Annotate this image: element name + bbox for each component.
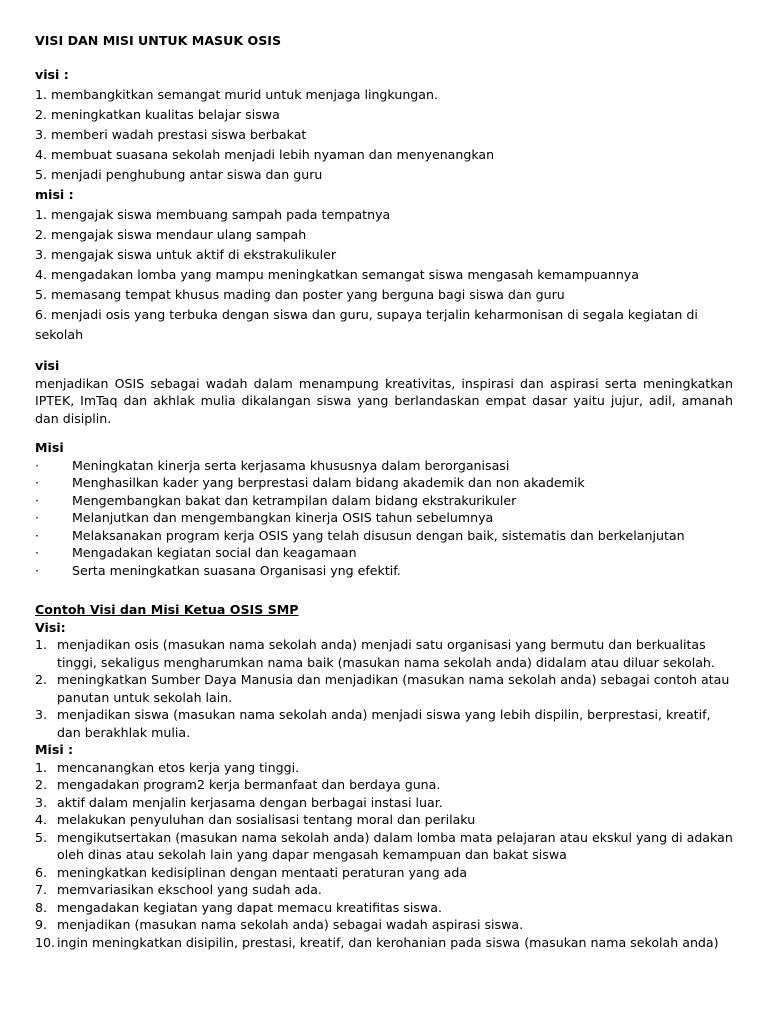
misi-label-3: Misi :: [35, 742, 74, 757]
misi-item: 4. mengadakan lomba yang mampu meningkatkan semangat siswa mengasah kemampuannya: [35, 267, 639, 282]
item-number: 10.: [35, 934, 56, 950]
item-number: 1.: [35, 759, 48, 775]
item-number: 2.: [35, 777, 48, 792]
misi-item: 2. mengajak siswa mendaur ulang sampah: [35, 227, 307, 242]
document-title: VISI DAN MISI UNTUK MASUK OSIS: [35, 33, 282, 48]
misi-bullet-list: [35, 457, 733, 580]
misi-label: misi :: [35, 187, 74, 202]
visi-label-3: Visi:: [35, 619, 66, 635]
misi-item: 5. memasang tempat khusus mading dan poster yang berguna bagi siswa dan guru: [35, 287, 565, 302]
visi-item: 4. membuat suasana sekolah menjadi lebih nyaman dan menyenangkan: [35, 147, 495, 162]
bullet-marker: ·: [35, 527, 40, 543]
list-item: 5. mengikutsertakan (masukan nama sekolah anda) dalam lomba mata pelajaran atau ekskul yang di adakan oleh dinas atau sekolah lain yang dapar mengasah kemampuan dan bakat siswa: [35, 829, 733, 862]
misi-label-2: Misi: [35, 440, 64, 455]
visi-label-2: visi: [35, 358, 60, 373]
list-item: 3. aktif dalam menjalin kerjasama dengan berbagai instasi luar.: [35, 794, 443, 810]
list-item: · Melanjutkan dan mengembangkan kinerja OSIS tahun sebelumnya: [35, 510, 494, 525]
item-number: 1.: [35, 637, 48, 652]
bullet-marker: ·: [35, 545, 40, 560]
misi-numbered-list: [35, 759, 733, 952]
list-item: 4. melakukan penyuluhan dan sosialisasi tentang moral dan perilaku: [35, 812, 476, 827]
misi-item: 6. menjadi osis yang terbuka dengan siswa dan guru, supaya terjalin keharmonisan di segala kegiatan di sekolah: [35, 307, 698, 342]
list-item: 1. menjadikan osis (masukan nama sekolah anda) menjadi satu organisasi yang bermutu dan berkualitas tinggi, sekaligus mengharumkan nama baik (masukan nama sekolah anda) didalam atau diluar sekolah.: [35, 637, 715, 670]
list-item: · Menghasilkan kader yang berprestasi dalam bidang akademik dan non akademik: [35, 475, 585, 490]
list-item: 2. meningkatkan Sumber Daya Manusia dan menjadikan (masukan nama sekolah anda) sebagai contoh atau panutan untuk sekolah lain.: [35, 672, 730, 705]
visi-numbered-list: [35, 636, 733, 741]
section-visi-misi-1: [35, 65, 733, 345]
list-item: 9. menjadikan (masukan nama sekolah anda) sebagai wadah aspirasi siswa.: [35, 917, 524, 932]
bullet-marker: ·: [35, 510, 40, 525]
contoh-heading: Contoh Visi dan Misi Ketua OSIS SMP: [35, 602, 299, 617]
item-number: 3.: [35, 707, 48, 722]
item-number: 7.: [35, 882, 48, 897]
visi-item: 2. meningkatkan kualitas belajar siswa: [35, 107, 280, 122]
item-number: 3.: [35, 794, 48, 810]
list-item: · Meningkatan kinerja serta kerjasama khususnya dalam berorganisasi: [35, 457, 510, 473]
item-number: 5.: [35, 829, 48, 845]
bullet-marker: ·: [35, 475, 40, 490]
list-item: 2. mengadakan program2 kerja bermanfaat dan berdaya guna.: [35, 777, 441, 792]
bullet-marker: ·: [35, 492, 40, 508]
item-number: 4.: [35, 812, 48, 827]
visi-item: 1. membangkitkan semangat murid untuk menjaga lingkungan.: [35, 87, 438, 102]
list-item: 8. mengadakan kegiatan yang dapat memacu kreatifitas siswa.: [35, 899, 442, 915]
document-page: [35, 31, 733, 951]
bullet-marker: ·: [35, 562, 40, 578]
list-item: · Melaksanakan program kerja OSIS yang telah disusun dengan baik, sistematis dan berkelanjutan: [35, 527, 685, 543]
list-item: · Mengadakan kegiatan social dan keagamaan: [35, 545, 357, 560]
visi-paragraph: menjadikan OSIS sebagai wadah dalam menampung kreativitas, inspirasi dan aspirasi serta meningkatkan IPTEK, ImTaq dan akhlak mulia dikalangan siswa yang berlandaskan empat dasar yaitu jujur, adil, amanah dan disiplin.: [35, 375, 733, 426]
visi-label: visi :: [35, 67, 69, 82]
list-item: 3. menjadikan siswa (masukan nama sekolah anda) menjadi siswa yang lebih dispilin, berprestasi, kreatif, dan berakhlak mulia.: [35, 707, 711, 740]
list-item: · Serta meningkatkan suasana Organisasi yng efektif.: [35, 562, 401, 578]
visi-item: 5. menjadi penghubung antar siswa dan guru: [35, 167, 323, 182]
list-item: 6. meningkatkan kedisiplinan dengan mentaati peraturan yang ada: [35, 864, 468, 880]
item-number: 8.: [35, 899, 48, 915]
list-item: 1. mencanangkan etos kerja yang tinggi.: [35, 759, 300, 775]
list-item: 7. memvariasikan ekschool yang sudah ada.: [35, 882, 322, 897]
section-visi-misi-2: [35, 357, 733, 579]
visi-item: 3. memberi wadah prestasi siswa berbakat: [35, 127, 307, 142]
item-number: 2.: [35, 672, 48, 687]
section-contoh: [35, 601, 733, 951]
list-item: 10. ingin meningkatkan disipilin, prestasi, kreatif, dan kerohanian pada siswa (masukan nama sekolah anda): [35, 934, 719, 950]
item-number: 9.: [35, 917, 48, 932]
misi-item: 3. mengajak siswa untuk aktif di ekstrakulikuler: [35, 247, 337, 262]
misi-item: 1. mengajak siswa membuang sampah pada tempatnya: [35, 207, 391, 222]
item-number: 6.: [35, 864, 48, 880]
list-item: · Mengembangkan bakat dan ketrampilan dalam bidang ekstrakurikuler: [35, 492, 517, 508]
bullet-marker: ·: [35, 457, 40, 473]
